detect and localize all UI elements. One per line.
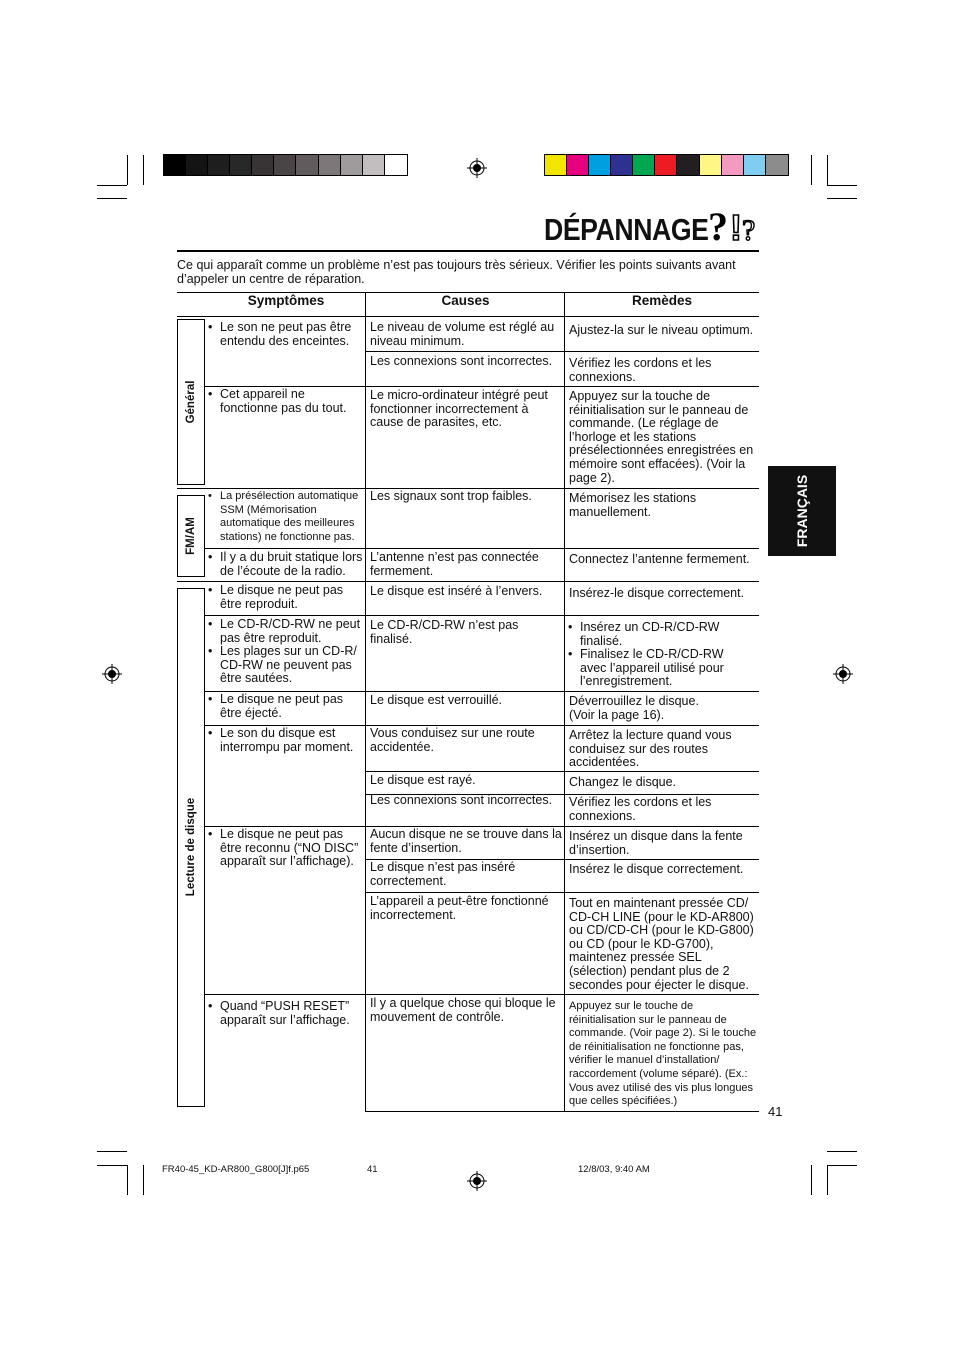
- symptom-cell: [206, 1000, 364, 1027]
- symptom-cell: [206, 828, 364, 869]
- symptom-cell: [206, 321, 364, 348]
- header-symptoms: Symptômes: [247, 293, 325, 308]
- table-rule: [365, 1111, 759, 1112]
- registration-mark-icon: [467, 1171, 487, 1191]
- table-rule: [205, 615, 759, 616]
- symptom-cell: [206, 584, 356, 611]
- remedy-cell: Mémorisez les stations manuellement.: [569, 491, 697, 519]
- crop-mark: [97, 185, 127, 186]
- color-swatch: [722, 155, 744, 175]
- table-rule: [564, 292, 565, 1112]
- table-rule: [365, 351, 759, 352]
- crop-mark: [827, 198, 857, 199]
- crop-mark: [827, 1151, 857, 1152]
- cause-cell: L’appareil a peut-être fonctionné incorrectement.: [370, 894, 549, 922]
- color-swatch: [677, 155, 699, 175]
- cause-cell: L’antenne n’est pas connectée fermement.: [370, 550, 539, 578]
- color-calibration-bar: [544, 154, 789, 176]
- symptom-text: • Le son du disque est interrompu par moment.: [206, 727, 361, 754]
- table-rule: [365, 292, 366, 1112]
- title-rule: [177, 250, 759, 252]
- color-swatch: [363, 155, 385, 175]
- symptom-cell: [206, 388, 356, 415]
- cause-cell: Le disque est rayé.: [370, 773, 476, 787]
- cause-cell: Le CD-R/CD-RW n’est pas finalisé.: [370, 618, 519, 646]
- table-rule: [177, 581, 759, 582]
- page-title: DÉPANNAGE: [544, 212, 709, 247]
- crop-mark: [97, 198, 127, 199]
- crop-mark: [127, 155, 128, 185]
- crop-mark: [827, 1165, 828, 1195]
- cause-cell: Le niveau de volume est réglé au niveau minimum.: [370, 320, 555, 348]
- symptom-cell: [206, 551, 366, 578]
- table-rule: [177, 316, 759, 317]
- cause-cell: Les connexions sont incorrectes.: [370, 793, 553, 807]
- page-number: 41: [768, 1104, 783, 1119]
- symptom-cell: [206, 693, 356, 720]
- remedy-cell: Appuyez sur le touche de réinitialisation sur le panneau de commande. (Voir page 2). Si le touche de réinitialisation ne fonctionne pas, vérifier le manuel d’installation/ raccordement (volume séparé). (Ex.: Vous avez utilisé des vis plus longues que celles spécifiées.): [569, 1000, 757, 1108]
- color-swatch: [164, 155, 186, 175]
- color-swatch: [633, 155, 655, 175]
- color-swatch: [385, 155, 407, 175]
- footer-page: 41: [367, 1164, 378, 1175]
- remedy-cell: Arrêtez la lecture quand vous conduisez sur des routes accidentées.: [569, 728, 732, 770]
- remedy-cell: Vérifiez les cordons et les connexions.: [569, 356, 712, 384]
- symptom-text: • Le disque ne peut pas être reconnu (“NO DISC” apparaît sur l’affichage).: [206, 828, 364, 869]
- cause-cell: Aucun disque ne se trouve dans la fente d’insertion.: [370, 827, 562, 855]
- color-swatch: [766, 155, 788, 175]
- table-rule: [365, 771, 759, 772]
- symptom-cell: [206, 727, 361, 754]
- cause-cell: Les signaux sont trop faibles.: [370, 489, 532, 503]
- symptom-text: • Le CD-R/CD-RW ne peut pas être reproduit.: [206, 618, 364, 645]
- symptom-text: • Quand “PUSH RESET” apparaît sur l’affichage.: [206, 1000, 364, 1027]
- gray-calibration-bar: [163, 154, 408, 176]
- symptom-text: • Le disque ne peut pas être reproduit.: [206, 584, 356, 611]
- cause-cell: Le micro-ordinateur intégré peut fonctionner incorrectement à cause de parasites, etc.: [370, 388, 548, 430]
- table-rule: [205, 994, 759, 995]
- remedy-cell: Changez le disque.: [569, 775, 677, 789]
- remedy-cell: Connectez l’antenne fermement.: [569, 552, 750, 566]
- svg-text:?: ?: [742, 214, 756, 246]
- crop-mark: [811, 155, 812, 185]
- crop-mark: [827, 1165, 857, 1166]
- color-swatch: [208, 155, 230, 175]
- color-swatch: [589, 155, 611, 175]
- crop-mark: [127, 1165, 128, 1195]
- remedy-cell: Insérez le disque correctement.: [569, 862, 744, 876]
- cause-cell: Le disque n’est pas inséré correctement.: [370, 860, 516, 888]
- symptom-text: • La présélection automatique SSM (Mémorisation automatique des meilleures stations) ne fonctionne pas.: [206, 490, 364, 544]
- crop-mark: [143, 1165, 144, 1195]
- color-swatch: [252, 155, 274, 175]
- color-swatch: [230, 155, 252, 175]
- category-label-fmam: FM/AM: [185, 517, 197, 555]
- cause-cell: Les connexions sont incorrectes.: [370, 354, 553, 368]
- color-swatch: [296, 155, 318, 175]
- remedy-text: • Insérez un CD-R/CD-RW finalisé.: [566, 621, 746, 648]
- remedy-cell: Vérifiez les cordons et les connexions.: [569, 795, 712, 823]
- crop-mark: [827, 155, 828, 185]
- crop-mark: [97, 1165, 127, 1166]
- remedy-cell: Appuyez sur la touche de réinitialisation sur le panneau de commande. (Le réglage de l’horloge et les stations présélectionnées enregistrées en mémoire sont effacées). (Voir la page 2).: [569, 389, 754, 485]
- cause-cell: Le disque est inséré à l’envers.: [370, 584, 543, 598]
- registration-mark-icon: [102, 664, 122, 684]
- footer-filename: FR40-45_KD-AR800_G800[J]f.p65: [162, 1164, 310, 1175]
- symptom-cell: [206, 490, 364, 544]
- category-label-general: Général: [185, 380, 197, 424]
- language-tab: FRANÇAIS: [768, 466, 836, 556]
- remedy-cell: Insérez un disque dans la fente d’insertion.: [569, 829, 743, 857]
- crop-mark: [811, 1165, 812, 1195]
- crop-mark: [827, 185, 857, 186]
- cause-cell: Il y a quelque chose qui bloque le mouvement de contrôle.: [370, 996, 556, 1024]
- table-rule: [365, 892, 759, 893]
- color-swatch: [567, 155, 589, 175]
- color-swatch: [319, 155, 341, 175]
- table-rule: [177, 292, 759, 293]
- remedy-cell: [566, 621, 746, 689]
- table-rule: [205, 548, 759, 549]
- category-label-disc: Lecture de disque: [185, 797, 197, 897]
- header-causes: Causes: [441, 293, 490, 308]
- remedy-cell: Ajustez-la sur le niveau optimum.: [569, 323, 754, 337]
- question-exclamation-icon: [706, 202, 762, 246]
- cause-cell: Le disque est verrouillé.: [370, 693, 503, 707]
- registration-mark-icon: [833, 664, 853, 684]
- registration-mark-icon: [467, 158, 487, 178]
- cause-cell: Vous conduisez sur une route accidentée.: [370, 726, 535, 754]
- crop-mark: [143, 155, 144, 185]
- symptom-text: • Cet appareil ne fonctionne pas du tout.: [206, 388, 356, 415]
- symptom-text: • Le son ne peut pas être entendu des enceintes.: [206, 321, 364, 348]
- symptom-text: • Le disque ne peut pas être éjecté.: [206, 693, 356, 720]
- intro-text: Ce qui apparaît comme un problème n’est pas toujours très sérieux. Vérifier les points suivants avant d’appeler un centre de réparation.: [177, 258, 736, 286]
- footer-date: 12/8/03, 9:40 AM: [578, 1164, 650, 1175]
- remedy-text: • Finalisez le CD-R/CD-RW avec l’appareil utilisé pour l’enregistrement.: [566, 648, 746, 689]
- color-swatch: [274, 155, 296, 175]
- color-swatch: [655, 155, 677, 175]
- color-swatch: [744, 155, 766, 175]
- color-swatch: [341, 155, 363, 175]
- remedy-cell: Tout en maintenant pressée CD/ CD-CH LINE (pour le KD-AR800) ou CD/CD-CH (pour le KD-G800) ou CD (pour le KD-G700), maintenez pressée SEL (sélection) pendant plus de 2 secondes pour éjecter le disque.: [569, 896, 754, 992]
- remedy-cell: Insérez-le disque correctement.: [569, 586, 745, 600]
- symptom-text: • Les plages sur un CD-R/ CD-RW ne peuvent pas être sautées.: [206, 645, 364, 686]
- crop-mark: [97, 1151, 127, 1152]
- color-swatch: [186, 155, 208, 175]
- color-swatch: [545, 155, 567, 175]
- color-swatch: [700, 155, 722, 175]
- symptom-cell: [206, 618, 364, 686]
- color-swatch: [611, 155, 633, 175]
- remedy-cell: Déverrouillez le disque. (Voir la page 16).: [569, 694, 699, 722]
- svg-text:?: ?: [708, 204, 728, 246]
- header-remedies: Remèdes: [631, 293, 693, 308]
- symptom-text: • Il y a du bruit statique lors de l’écoute de la radio.: [206, 551, 366, 578]
- svg-text:!: !: [730, 207, 742, 246]
